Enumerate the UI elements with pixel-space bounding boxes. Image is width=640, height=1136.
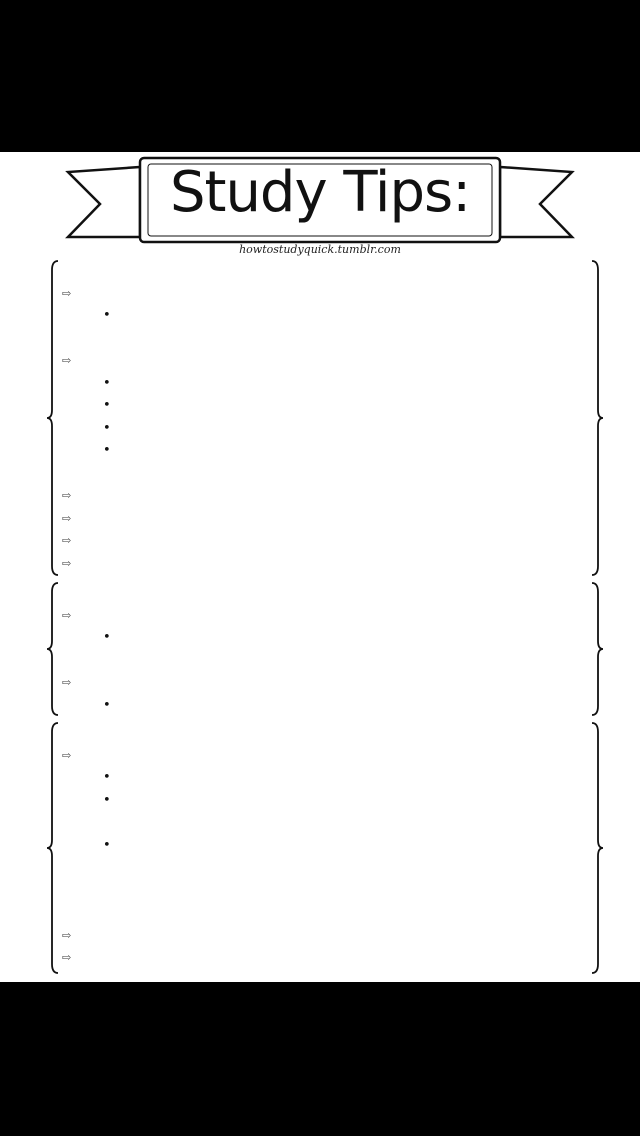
bullet-icon: • xyxy=(103,697,111,713)
arrow-icon: ⇨ xyxy=(62,354,72,367)
title-banner xyxy=(0,152,640,262)
left-brace xyxy=(46,722,60,974)
arrow-icon: ⇨ xyxy=(62,511,72,525)
right-brace xyxy=(590,582,604,716)
bullet-icon: • xyxy=(103,837,111,853)
arrow-icon: ⇨ xyxy=(62,534,72,547)
arrow-icon: ⇨ xyxy=(62,608,72,622)
study-tips-sheet xyxy=(0,152,640,982)
source-credit: howtostudyquick.tumblr.com xyxy=(239,243,401,256)
arrow-icon: ⇨ xyxy=(62,951,72,964)
bullet-icon: • xyxy=(103,398,111,413)
bullet-icon: • xyxy=(103,792,111,808)
arrow-icon: ⇨ xyxy=(62,676,72,689)
bullet-icon: • xyxy=(103,420,111,436)
bullet-icon: • xyxy=(103,375,111,391)
left-brace xyxy=(46,582,60,716)
right-brace xyxy=(590,260,604,576)
arrow-icon: ⇨ xyxy=(62,556,72,570)
bullet-icon: • xyxy=(103,308,111,323)
arrow-icon: ⇨ xyxy=(62,286,72,300)
left-brace xyxy=(46,260,60,576)
arrow-icon: ⇨ xyxy=(62,928,72,942)
page-title: Study Tips: xyxy=(169,160,471,225)
bullet-icon: • xyxy=(103,630,111,645)
arrow-icon: ⇨ xyxy=(62,489,72,502)
bullet-icon: • xyxy=(103,443,111,458)
arrow-icon: ⇨ xyxy=(62,748,72,762)
right-brace xyxy=(590,722,604,974)
bullet-icon: • xyxy=(103,770,111,785)
